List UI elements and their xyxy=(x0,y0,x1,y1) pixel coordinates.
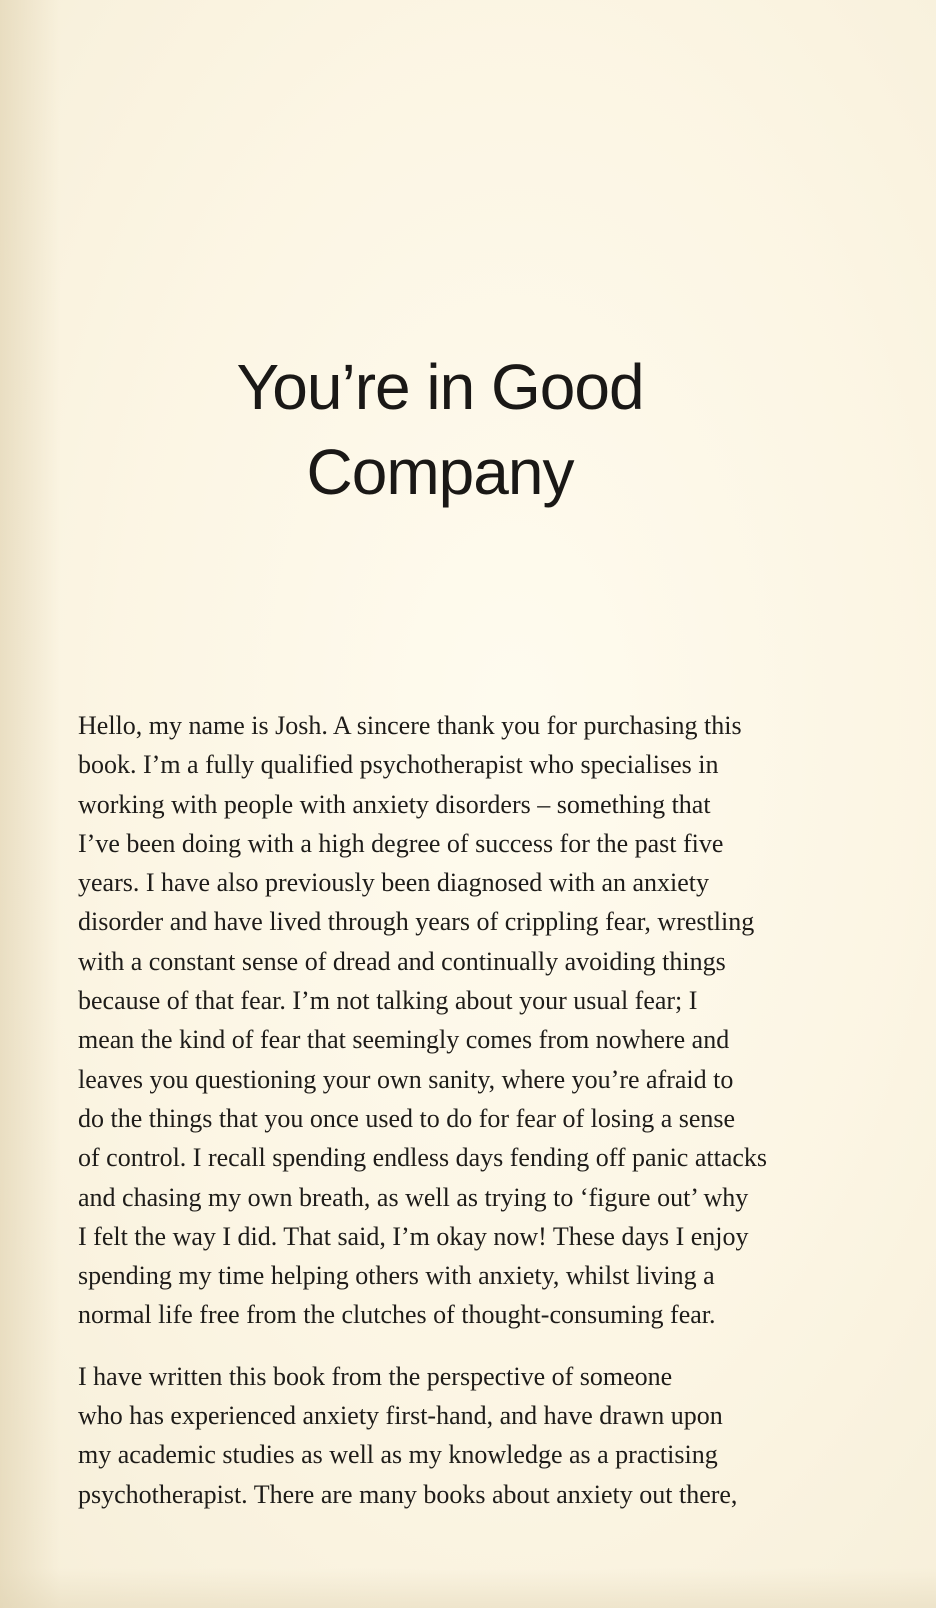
page-gutter-shadow xyxy=(0,0,60,1608)
text-line: spending my time helping others with anxiety, whilst living a xyxy=(78,1261,715,1291)
paragraph-1 xyxy=(78,706,858,1335)
text-line: book. I’m a fully qualified psychotherapist who specialises in xyxy=(78,750,719,780)
text-line: and chasing my own breath, as well as trying to ‘figure out’ why xyxy=(78,1182,749,1212)
text-line: who has experienced anxiety first-hand, and have drawn upon xyxy=(78,1401,723,1431)
chapter-title xyxy=(130,345,750,515)
text-line: Hello, my name is Josh. A sincere thank you for purchasing this xyxy=(78,711,742,740)
text-line: do the things that you once used to do for fear of losing a sense xyxy=(78,1103,736,1133)
chapter-title-line: Company xyxy=(306,436,574,508)
paragraph-2 xyxy=(78,1357,858,1514)
paragraph-spacer xyxy=(78,1335,858,1357)
text-line: because of that fear. I’m not talking about your usual fear; I xyxy=(78,986,698,1016)
text-line: working with people with anxiety disorders – something that xyxy=(78,789,711,819)
chapter-body xyxy=(78,706,858,1514)
text-line: disorder and have lived through years of crippling fear, wrestling xyxy=(78,907,755,937)
text-line: mean the kind of fear that seemingly comes from nowhere and xyxy=(78,1025,730,1055)
text-line: of control. I recall spending endless days fending off panic attacks xyxy=(78,1143,768,1173)
text-line: psychotherapist. There are many books about anxiety out there, xyxy=(78,1479,738,1509)
chapter-title-line: You’re in Good xyxy=(236,351,644,423)
text-line: normal life free from the clutches of thought-consuming fear. xyxy=(78,1300,716,1330)
text-line: I have written this book from the perspective of someone xyxy=(78,1361,673,1391)
text-line: I felt the way I did. That said, I’m okay now! These days I enjoy xyxy=(78,1221,749,1251)
text-line: years. I have also previously been diagnosed with an anxiety xyxy=(78,868,710,898)
text-line: with a constant sense of dread and continually avoiding things xyxy=(78,946,726,976)
text-line: my academic studies as well as my knowledge as a practising xyxy=(78,1440,718,1470)
text-line: leaves you questioning your own sanity, where you’re afraid to xyxy=(78,1064,734,1094)
page-bottom-shadow xyxy=(0,1568,936,1608)
text-line: I’ve been doing with a high degree of success for the past five xyxy=(78,828,724,858)
